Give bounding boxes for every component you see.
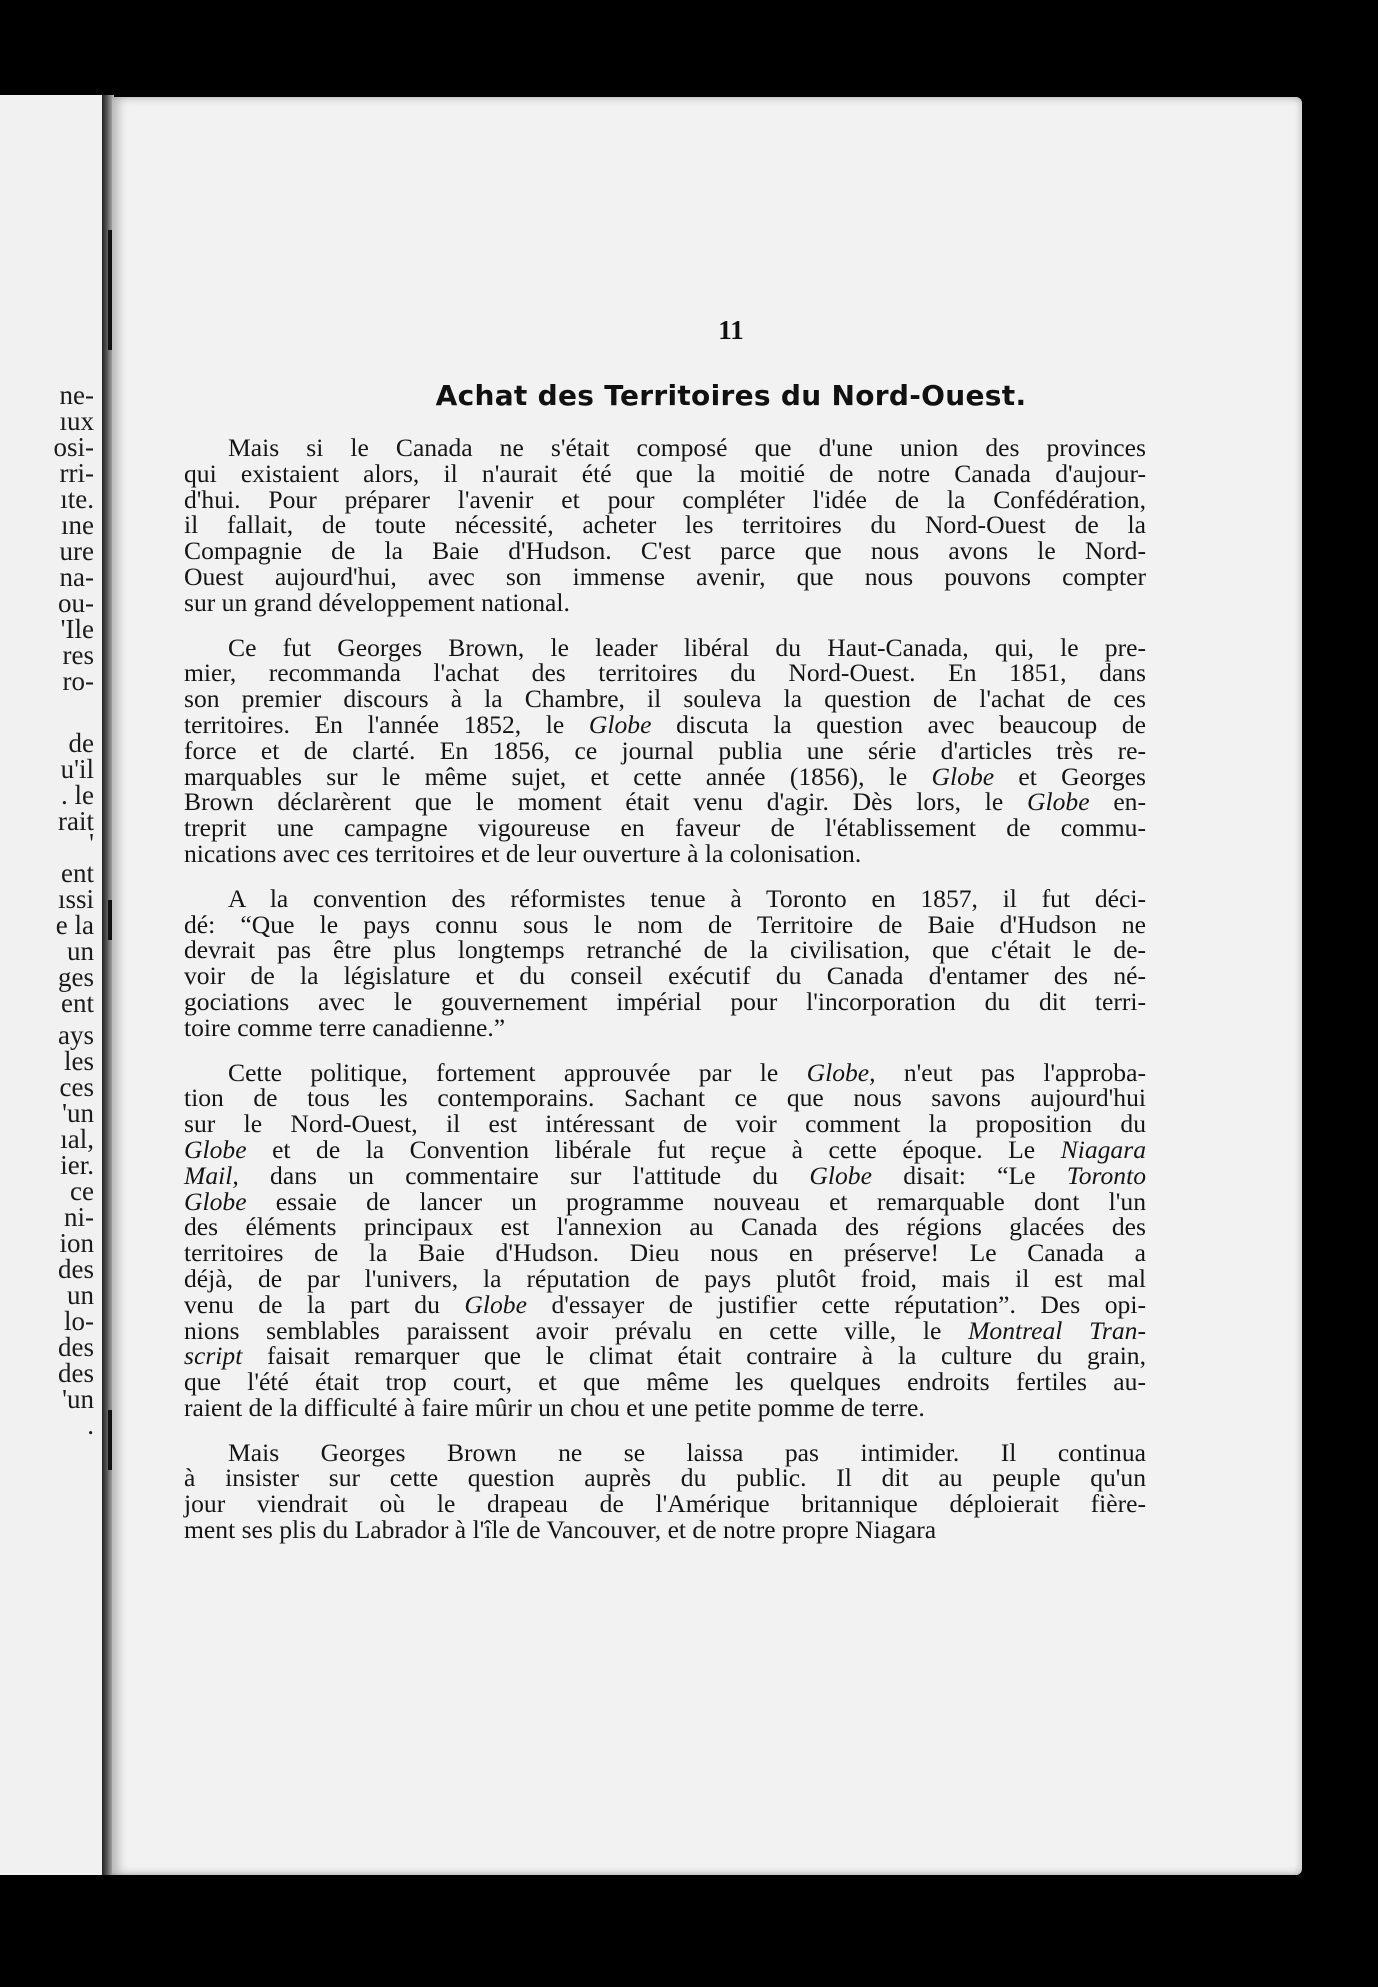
left-page-text-fragment: les xyxy=(64,1046,94,1076)
left-page-text-fragment: ne- xyxy=(59,380,94,410)
text-line: Globe et de la Convention libérale fut reçue à cette époque. Le Niagara xyxy=(184,1134,1146,1164)
text-line: devrait pas être plus longtemps retranché de la civilisation, que c'était le de- xyxy=(184,935,1146,965)
left-page-text-fragment: . le xyxy=(61,780,94,810)
chapter-title: Achat des Territoires du Nord-Ouest. xyxy=(435,379,1027,412)
text-line: toire comme terre canadienne.” xyxy=(184,1012,506,1042)
italic-title: Mail, xyxy=(184,1160,239,1190)
page-number: 11 xyxy=(718,315,744,345)
text-line: à insister sur cette question auprès du public. Il dit au peuple qu'un xyxy=(184,1463,1146,1493)
left-page-text-fragment: ro- xyxy=(62,666,94,696)
left-page-text-fragment: ıux xyxy=(59,406,94,436)
italic-title: Globe xyxy=(1027,787,1090,817)
left-page-text-fragment: ıne xyxy=(61,510,94,540)
text-line: sur le Nord-Ouest, il est intéressant de voir comment la proposition du xyxy=(184,1109,1146,1139)
left-page-text-fragment: de xyxy=(68,728,94,758)
text-line: Ouest aujourd'hui, avec son immense avenir, que nous pouvons compter xyxy=(184,561,1146,591)
left-page-text-fragment: na- xyxy=(59,562,94,592)
text-line: qui existaient alors, il n'aurait été que la moitié de notre Canada d'aujour- xyxy=(184,458,1146,488)
text-line: A la convention des réformistes tenue à Toronto en 1857, il fut déci- xyxy=(228,883,1146,913)
left-page-text-fragment: osi- xyxy=(53,432,94,462)
text-line: gociations avec le gouvernement impérial pour l'incorporation du dit terri- xyxy=(184,986,1146,1016)
paragraph xyxy=(184,1437,1146,1545)
left-page-text-fragment: ent xyxy=(61,858,94,888)
left-page-text-fragment: ıal, xyxy=(60,1124,94,1154)
left-page-text-fragment: 'un xyxy=(62,1384,94,1414)
text-line: Ce fut Georges Brown, le leader libéral du Haut-Canada, qui, le pre- xyxy=(228,632,1146,662)
left-page-text-fragment: ıte. xyxy=(60,484,94,514)
left-page-text-fragment: e la xyxy=(55,910,94,940)
left-page-text-fragment: ent xyxy=(61,988,94,1018)
left-page-text-fragment: un xyxy=(67,1280,94,1310)
text-line: son premier discours à la Chambre, il souleva la question de l'achat de ces xyxy=(184,684,1146,714)
text-line: Cette politique, fortement approuvée par le Globe, n'eut pas l'approba- xyxy=(228,1057,1146,1087)
text-line: d'hui. Pour préparer l'avenir et pour compléter l'idée de la Confédération, xyxy=(184,484,1146,514)
text-line: Compagnie de la Baie d'Hudson. C'est parce que nous avons le Nord- xyxy=(184,536,1146,566)
italic-title: Montreal Tran- xyxy=(968,1315,1146,1345)
text-line: nications avec ces territoires et de leur ouverture à la colonisation. xyxy=(184,838,862,868)
text-line: territoires de la Baie d'Hudson. Dieu nous en préserve! Le Canada a xyxy=(184,1238,1146,1268)
text-line: voir de la législature et du conseil exécutif du Canada d'entamer des né- xyxy=(184,961,1146,991)
text-line: marquables sur le même sujet, et cette année (1856), le Globe et Georges xyxy=(184,761,1146,791)
left-page-text-fragment: rri- xyxy=(59,458,94,488)
italic-title: Globe xyxy=(464,1289,527,1319)
left-page-text-fragment: ges xyxy=(58,962,94,992)
left-page-text-fragment: 'un xyxy=(62,1098,94,1128)
text-line: sur un grand développement national. xyxy=(184,587,570,617)
text-line: treprit une campagne vigoureuse en faveur de l'établissement de commu- xyxy=(184,813,1146,843)
paragraph xyxy=(184,632,1146,868)
text-line: déjà, de par l'univers, la réputation de pays plutôt froid, mais il est mal xyxy=(184,1263,1146,1293)
text-line: des éléments principaux est l'annexion au Canada des régions glacées des xyxy=(184,1212,1146,1242)
text-line: Mail, dans un commentaire sur l'attitude du Globe disait: “Le Toronto xyxy=(184,1160,1147,1190)
text-line: Mais Georges Brown ne se laissa pas intimider. Il continua xyxy=(228,1437,1146,1467)
text-line: venu de la part du Globe d'essayer de justifier cette réputation”. Des opi- xyxy=(184,1289,1146,1319)
left-page-text-fragment: ure xyxy=(59,536,94,566)
left-page-text-fragment: rait xyxy=(58,806,94,836)
italic-title: Niagara xyxy=(1060,1134,1146,1164)
left-page-text-fragment: ces xyxy=(59,1072,94,1102)
italic-title: Globe xyxy=(931,761,995,791)
body-text xyxy=(184,435,1146,1562)
text-line: script faisait remarquer que le climat était contraire à la culture du grain, xyxy=(184,1341,1146,1371)
text-line: Mais si le Canada ne s'était composé que d'une union des provinces xyxy=(228,433,1146,462)
text-line: dé: “Que le pays connu sous le nom de Territoire de Baie d'Hudson ne xyxy=(184,909,1146,939)
text-line: Globe essaie de lancer un programme nouveau et remarquable dont l'un xyxy=(184,1186,1146,1216)
paragraph xyxy=(184,1057,1147,1422)
left-page-text-fragment: . xyxy=(87,1410,94,1440)
italic-title: Globe xyxy=(809,1160,872,1190)
left-page-text-fragment: des xyxy=(58,1358,94,1388)
left-page-text-fragment: ce xyxy=(70,1176,94,1206)
text-line: que l'été était trop court, et que même les quelques endroits fertiles au- xyxy=(184,1367,1146,1397)
left-page-text-fragment: des xyxy=(58,1332,94,1362)
paragraph xyxy=(184,883,1146,1042)
left-page-text-fragment: des xyxy=(58,1254,94,1284)
left-page-text-fragment: un xyxy=(67,936,94,966)
text-line: il fallait, de toute nécessité, acheter les territoires du Nord-Ouest de la xyxy=(184,510,1146,540)
text-line: jour viendrait où le drapeau de l'Amérique britannique déploierait fière- xyxy=(184,1489,1146,1519)
text-line: tion de tous les contemporains. Sachant ce que nous savons aujourd'hui xyxy=(184,1083,1146,1113)
left-page-text-fragment: lo- xyxy=(64,1306,94,1336)
italic-title: Globe xyxy=(184,1186,247,1216)
left-page-text-fragment: ni- xyxy=(64,1202,94,1232)
text-line: ment ses plis du Labrador à l'île de Vancouver, et de notre propre Niagara xyxy=(184,1515,937,1545)
left-page-text-fragment: ou- xyxy=(58,588,94,618)
paragraph xyxy=(184,435,1146,616)
left-page-text-fragment: ays xyxy=(58,1020,94,1050)
left-page-text-fragment: ier. xyxy=(60,1150,94,1180)
left-page-text-fragment: 'Ile xyxy=(60,614,94,644)
text-line: nions semblables paraissent avoir prévalu en cette ville, le Montreal Tran- xyxy=(184,1315,1146,1345)
text-line: Brown déclarèrent que le moment était venu d'agir. Dès lors, le Globe en- xyxy=(184,787,1146,817)
italic-title: Globe xyxy=(184,1134,247,1164)
italic-title: script xyxy=(184,1341,243,1371)
previous-page-fragment xyxy=(0,95,105,1875)
left-page-text-fragment: ' xyxy=(89,828,94,858)
text-line: raient de la difficulté à faire mûrir un chou et une petite pomme de terre. xyxy=(184,1392,925,1422)
left-page-text-fragment: ıssi xyxy=(57,884,94,914)
italic-title: Toronto xyxy=(1066,1160,1147,1190)
italic-title: Globe xyxy=(588,709,652,739)
book-page xyxy=(112,97,1302,1875)
text-line: force et de clarté. En 1856, ce journal publia une série d'articles très re- xyxy=(184,735,1146,765)
text-line: territoires. En l'année 1852, le Globe discuta la question avec beaucoup de xyxy=(184,709,1146,739)
italic-title: Globe, xyxy=(806,1057,876,1087)
text-line: mier, recommanda l'achat des territoires du Nord-Ouest. En 1851, dans xyxy=(184,658,1146,688)
left-page-text-fragment: ion xyxy=(59,1228,94,1258)
left-page-text-fragment: res xyxy=(62,640,94,670)
left-page-text-fragment: u'il xyxy=(60,754,94,784)
